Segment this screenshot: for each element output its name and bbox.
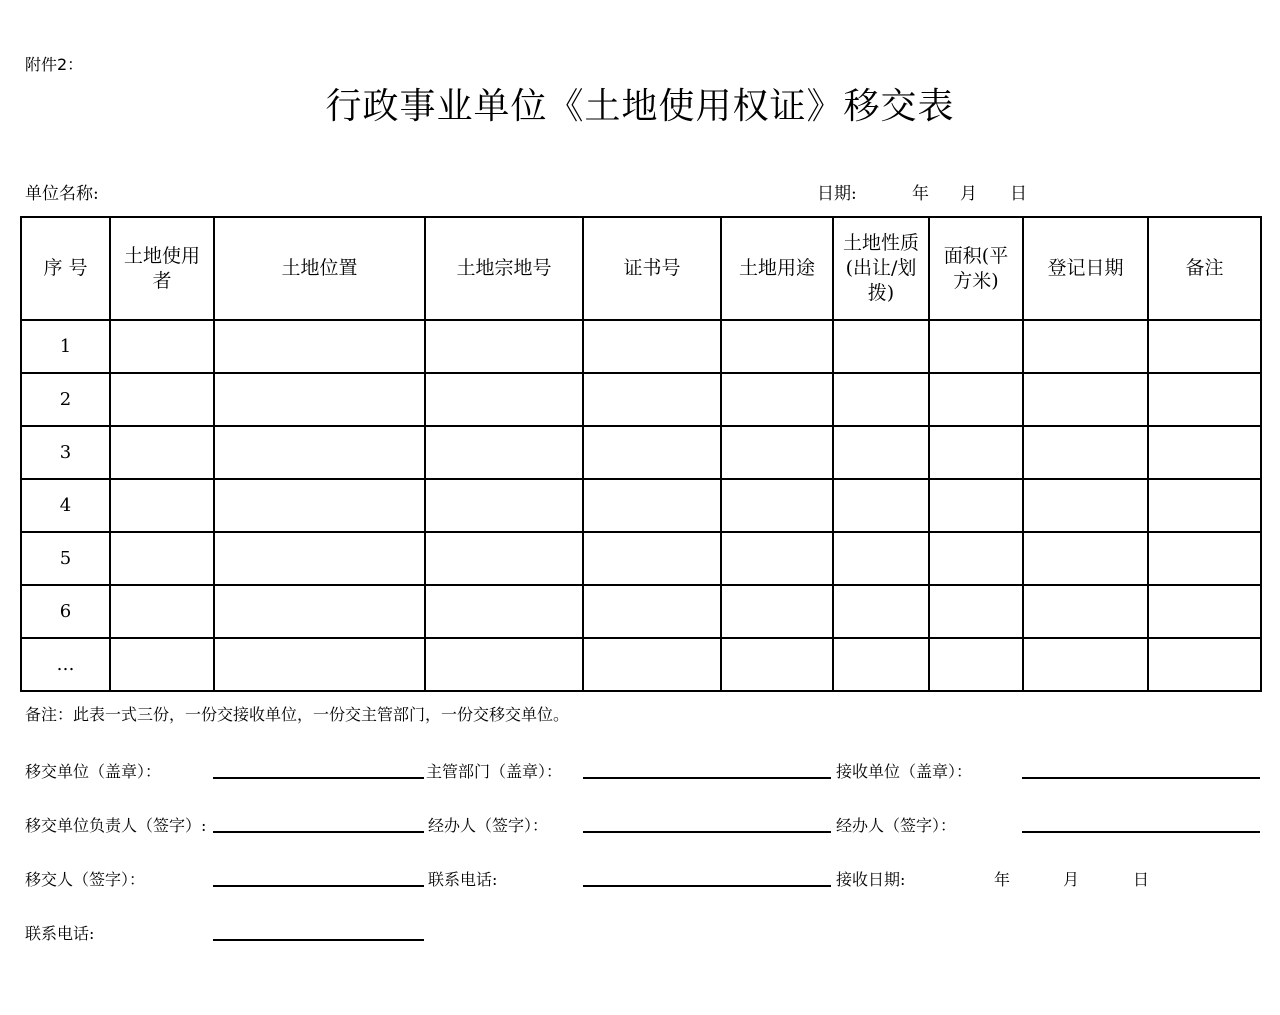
table-cell[interactable] [583, 320, 721, 373]
contact-phone-line-2[interactable] [213, 939, 424, 941]
table-cell[interactable] [1023, 426, 1148, 479]
table-cell[interactable] [929, 426, 1023, 479]
date-label: 日期: [817, 184, 857, 204]
row-serial-cell: 1 [21, 320, 110, 373]
table-cell[interactable] [833, 320, 929, 373]
table-row [21, 426, 1261, 479]
table-cell[interactable] [929, 373, 1023, 426]
table-cell[interactable] [1023, 479, 1148, 532]
table-cell[interactable] [1023, 638, 1148, 691]
handover-unit-head-sign-label: 移交单位负责人（签字）: [25, 816, 207, 835]
row-serial-cell: 6 [21, 585, 110, 638]
table-cell[interactable] [1148, 532, 1261, 585]
table-cell[interactable] [721, 426, 833, 479]
contact-phone-label-1: 联系电话: [428, 870, 498, 889]
table-cell[interactable] [583, 373, 721, 426]
table-note: 备注：此表一式三份，一份交接收单位，一份交主管部门，一份交移交单位。 [25, 705, 570, 724]
table-cell[interactable] [583, 426, 721, 479]
table-row [21, 479, 1261, 532]
table-cell[interactable] [721, 320, 833, 373]
table-cell[interactable] [110, 320, 214, 373]
competent-dept-seal-line[interactable] [583, 777, 831, 779]
table-cell[interactable] [214, 585, 425, 638]
header-certificate-no: 证书号 [583, 217, 721, 320]
row-serial-cell: 3 [21, 426, 110, 479]
table-cell[interactable] [110, 426, 214, 479]
handler-sign-line-1[interactable] [583, 831, 831, 833]
header-land-user: 土地使用者 [110, 217, 214, 320]
table-cell[interactable] [1148, 320, 1261, 373]
table-cell[interactable] [1023, 320, 1148, 373]
date-month-label: 月 [960, 184, 977, 204]
receive-date-label: 接收日期: [836, 870, 906, 889]
row-serial-cell: … [21, 638, 110, 691]
table-cell[interactable] [214, 638, 425, 691]
table-cell[interactable] [833, 426, 929, 479]
table-cell[interactable] [110, 373, 214, 426]
handler-sign-line-2[interactable] [1022, 831, 1260, 833]
table-header-row [21, 217, 1261, 320]
handover-person-sign-label: 移交人（签字）： [25, 870, 146, 889]
table-cell[interactable] [425, 320, 583, 373]
table-cell[interactable] [1023, 373, 1148, 426]
date-day-label: 日 [1010, 184, 1027, 204]
handover-person-sign-line[interactable] [213, 885, 424, 887]
row-serial-cell: 4 [21, 479, 110, 532]
handover-unit-seal-label: 移交单位（盖章）： [25, 762, 162, 781]
table-row [21, 320, 1261, 373]
table-cell[interactable] [110, 532, 214, 585]
handler-sign-label-2: 经办人（签字）： [836, 816, 957, 835]
table-cell[interactable] [721, 373, 833, 426]
table-cell[interactable] [425, 585, 583, 638]
table-cell[interactable] [110, 638, 214, 691]
table-cell[interactable] [1023, 532, 1148, 585]
table-cell[interactable] [721, 479, 833, 532]
table-cell[interactable] [110, 479, 214, 532]
header-remarks: 备注 [1148, 217, 1261, 320]
table-cell[interactable] [583, 585, 721, 638]
receiving-unit-seal-line[interactable] [1022, 777, 1260, 779]
table-cell[interactable] [1148, 479, 1261, 532]
table-row [21, 532, 1261, 585]
table-cell[interactable] [425, 532, 583, 585]
row-serial-cell: 2 [21, 373, 110, 426]
handover-unit-head-sign-line[interactable] [213, 831, 424, 833]
header-registration-date: 登记日期 [1023, 217, 1148, 320]
table-cell[interactable] [929, 479, 1023, 532]
table-cell[interactable] [425, 426, 583, 479]
table-cell[interactable] [1148, 585, 1261, 638]
header-land-use: 土地用途 [721, 217, 833, 320]
table-cell[interactable] [833, 638, 929, 691]
table-cell[interactable] [110, 585, 214, 638]
row-serial-cell: 5 [21, 532, 110, 585]
receive-date-month: 月 [1063, 870, 1080, 889]
table-cell[interactable] [583, 638, 721, 691]
table-cell[interactable] [425, 373, 583, 426]
unit-name-label: 单位名称: [25, 184, 99, 204]
handover-table [20, 216, 1262, 692]
handler-sign-label-1: 经办人（签字）： [428, 816, 549, 835]
table-cell[interactable] [721, 532, 833, 585]
table-row [21, 638, 1261, 691]
attachment-label: 附件2： [25, 55, 84, 74]
table-cell[interactable] [929, 638, 1023, 691]
header-serial-no: 序 号 [21, 217, 110, 320]
table-row [21, 585, 1261, 638]
table-cell[interactable] [425, 638, 583, 691]
table-cell[interactable] [425, 479, 583, 532]
contact-phone-label-2: 联系电话: [25, 924, 95, 943]
header-land-location: 土地位置 [214, 217, 425, 320]
table-cell[interactable] [583, 532, 721, 585]
table-cell[interactable] [833, 479, 929, 532]
table-cell[interactable] [833, 373, 929, 426]
header-area: 面积(平方米) [929, 217, 1023, 320]
table-cell[interactable] [929, 320, 1023, 373]
table-cell[interactable] [721, 585, 833, 638]
table-cell[interactable] [833, 585, 929, 638]
table-cell[interactable] [929, 532, 1023, 585]
table-cell[interactable] [214, 373, 425, 426]
table-cell[interactable] [833, 532, 929, 585]
receive-date-year: 年 [994, 870, 1011, 889]
receive-date-day: 日 [1133, 870, 1150, 889]
table-cell[interactable] [214, 426, 425, 479]
handover-unit-seal-line[interactable] [213, 777, 424, 779]
table-row [21, 373, 1261, 426]
table-cell[interactable] [583, 479, 721, 532]
header-land-nature: 土地性质(出让/划拨) [833, 217, 929, 320]
header-parcel-no: 土地宗地号 [425, 217, 583, 320]
table-cell[interactable] [1023, 585, 1148, 638]
table-cell[interactable] [721, 638, 833, 691]
contact-phone-line-1[interactable] [583, 885, 831, 887]
table-cell[interactable] [214, 479, 425, 532]
competent-dept-seal-label: 主管部门（盖章）： [426, 762, 563, 781]
table-cell[interactable] [1148, 426, 1261, 479]
table-cell[interactable] [1148, 373, 1261, 426]
receiving-unit-seal-label: 接收单位（盖章）： [836, 762, 973, 781]
table-cell[interactable] [214, 320, 425, 373]
page-title: 行政事业单位《土地使用权证》移交表 [325, 86, 955, 127]
table-cell[interactable] [929, 585, 1023, 638]
table-cell[interactable] [1148, 638, 1261, 691]
date-year-label: 年 [912, 184, 929, 204]
table-cell[interactable] [214, 532, 425, 585]
